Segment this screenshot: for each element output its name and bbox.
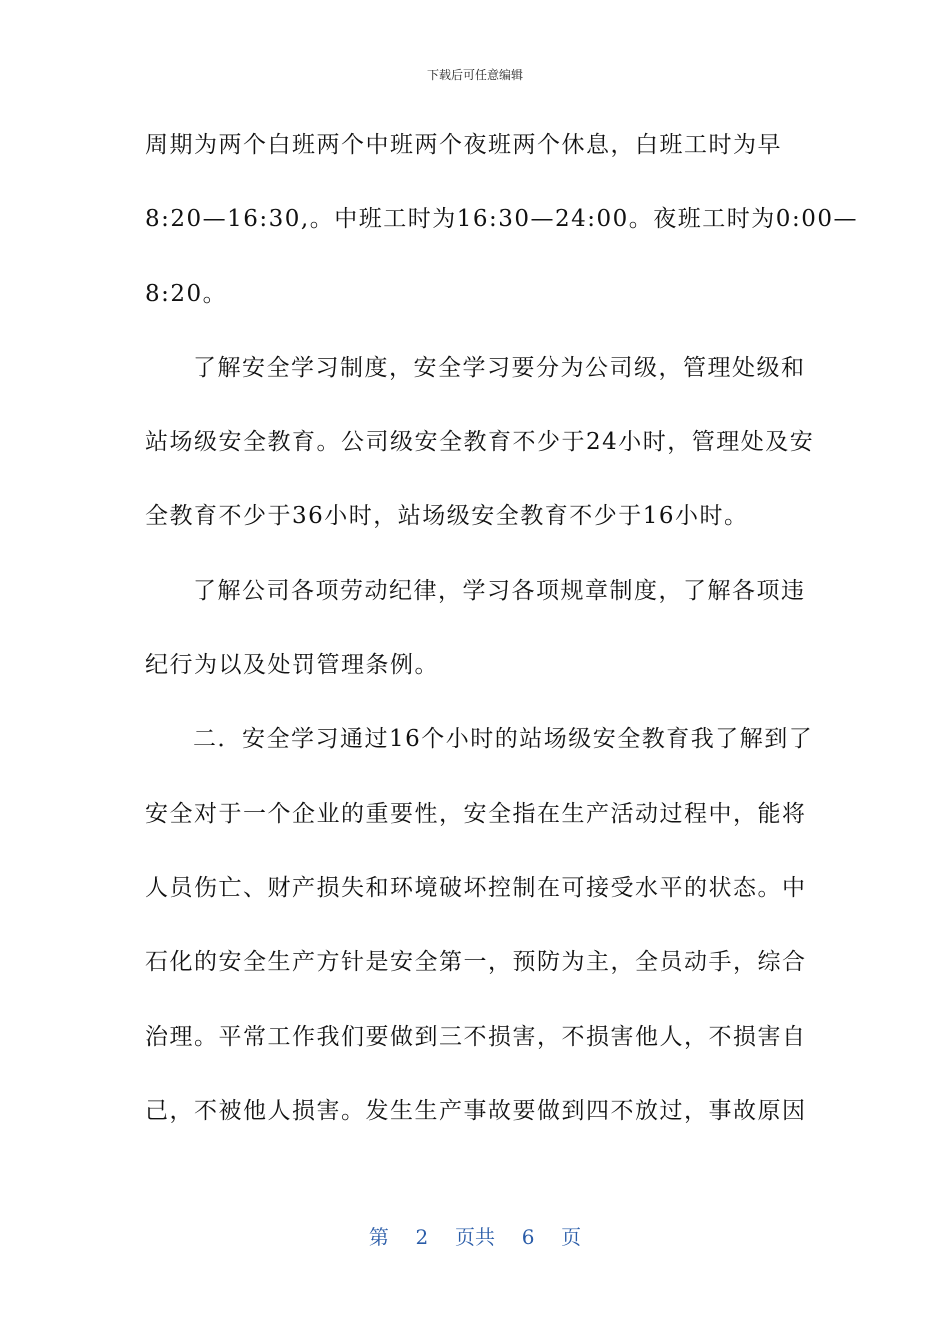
footer-current-page: 2: [415, 1225, 429, 1249]
body-line-13: 治理。平常工作我们要做到三不损害，不损害他人，不损害自: [145, 1023, 807, 1050]
footer-total-pages: 6: [521, 1225, 535, 1249]
body-line-10: 安全对于一个企业的重要性，安全指在生产活动过程中，能将: [145, 800, 807, 827]
body-line-7: 了解公司各项劳动纪律，学习各项规章制度，了解各项违: [193, 577, 806, 604]
page-header: 下载后可任意编辑: [426, 68, 523, 82]
body-line-12: 石化的安全生产方针是安全第一，预防为主，全员动手，综合: [145, 949, 807, 976]
body-line-3: 8:20。: [145, 280, 228, 307]
body-line-6: 全教育不少于36小时，站场级安全教育不少于16小时。: [145, 503, 749, 530]
body-line-9: 二．安全学习通过16个小时的站场级安全教育我了解到了: [193, 726, 814, 753]
body-line-5: 站场级安全教育。公司级安全教育不少于24小时，管理处及安: [145, 429, 815, 456]
footer-label-page: 第: [368, 1225, 389, 1249]
document-body: [145, 108, 858, 1148]
page-footer: [0, 1222, 950, 1252]
body-line-4: 了解安全学习制度，安全学习要分为公司级，管理处级和: [193, 354, 806, 381]
body-line-14: 己，不被他人损害。发生生产事故要做到四不放过，事故原因: [145, 1097, 807, 1124]
footer-label-of: 页共: [455, 1225, 495, 1249]
body-line-8: 纪行为以及处罚管理条例。: [145, 652, 439, 679]
body-line-2: 8:20—16:30,。中班工时为16:30—24:00。夜班工时为0:00—: [145, 206, 858, 233]
body-line-11: 人员伤亡、财产损失和环境破坏控制在可接受水平的状态。中: [145, 874, 807, 901]
body-line-1: 周期为两个白班两个中班两个夜班两个休息，白班工时为早: [145, 132, 782, 158]
footer-label-end: 页: [561, 1225, 582, 1249]
